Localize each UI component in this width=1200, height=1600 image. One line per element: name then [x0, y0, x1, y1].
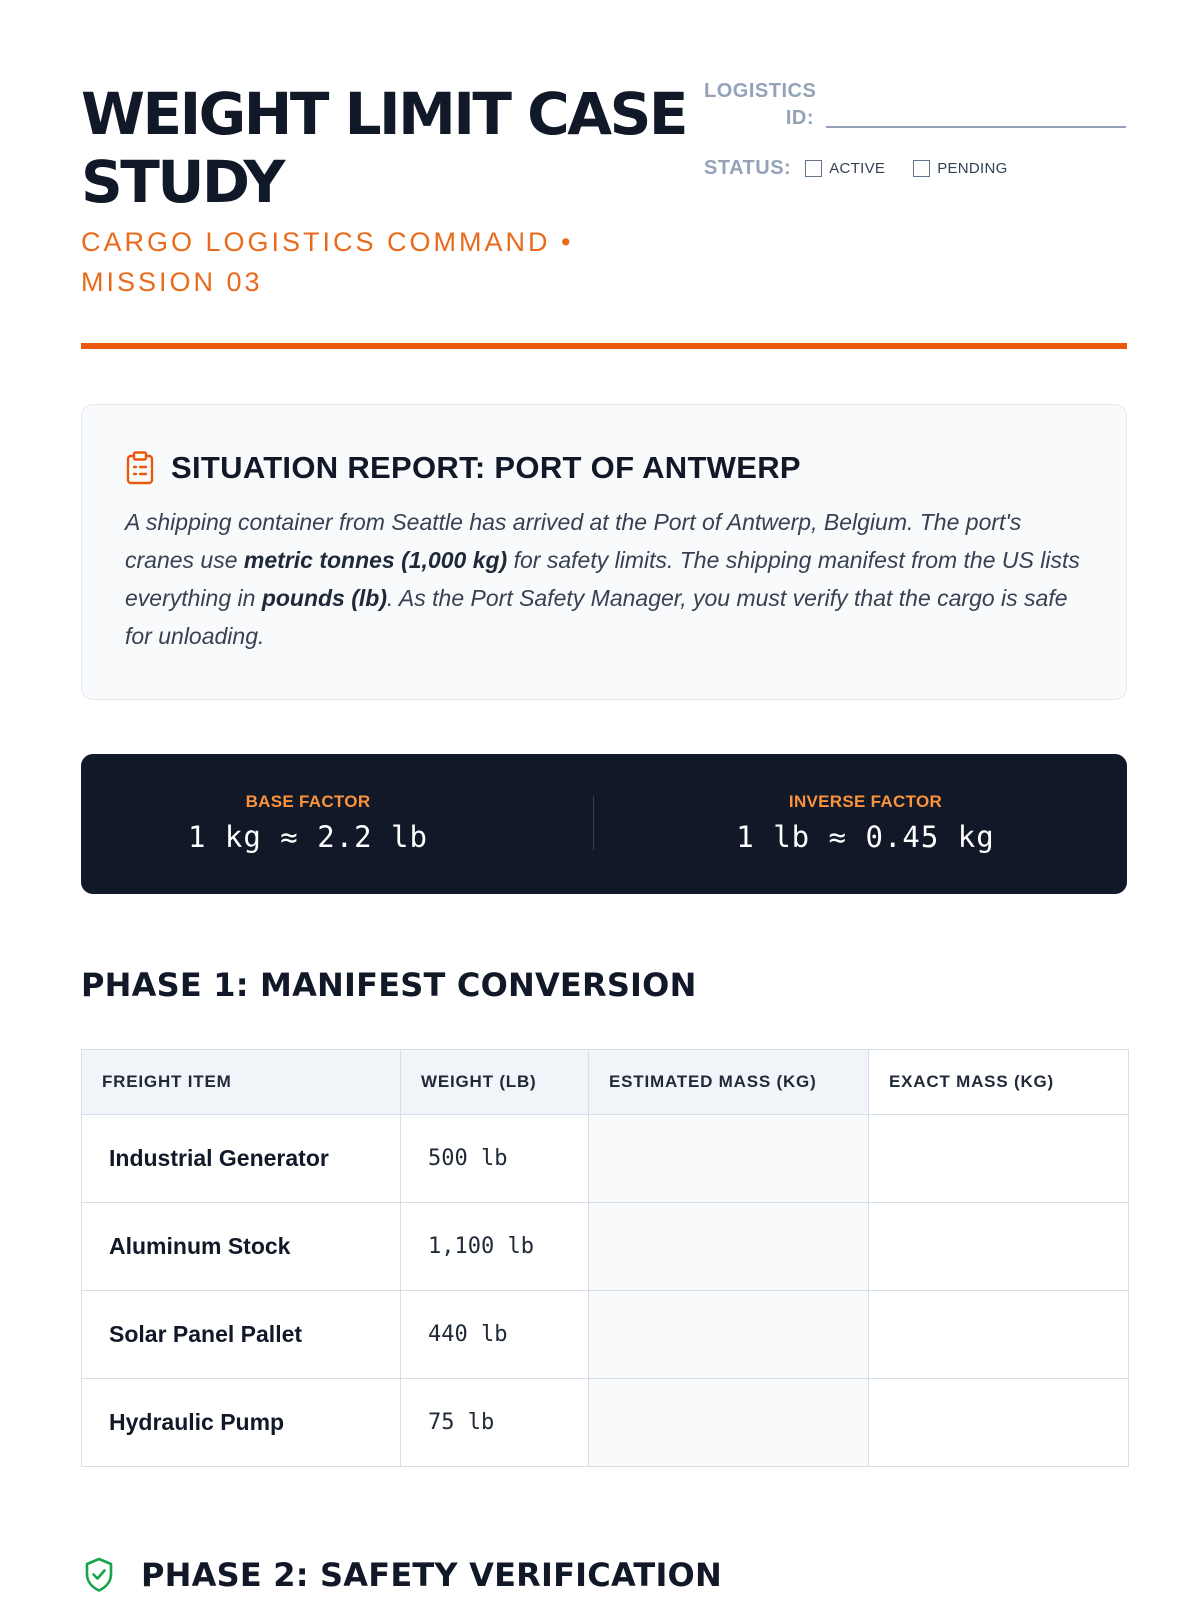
base-factor-value: 1 kg ≈ 2.2 lb: [188, 820, 428, 854]
freight-item-cell: Aluminum Stock: [82, 1203, 401, 1291]
status-row: [704, 154, 1036, 182]
column-header-weight: WEIGHT (LB): [401, 1050, 589, 1115]
situation-report-header: [125, 451, 1084, 485]
logistics-id-field[interactable]: [826, 126, 1126, 128]
table-row: [82, 1203, 1129, 1291]
status-pending-label: PENDING: [937, 159, 1008, 177]
page-title: WEIGHT LIMIT CASE STUDY: [81, 80, 687, 216]
situation-report-card: [81, 404, 1127, 700]
report-text-part: for safety limits. The shipping manifest from the US lists everything in: [125, 547, 1080, 611]
status-pending-checkbox[interactable]: [913, 160, 1007, 177]
phase-2-heading: PHASE 2: SAFETY VERIFICATION: [141, 1556, 722, 1594]
weight-cell: 440 lb: [401, 1291, 589, 1379]
checkbox-box[interactable]: [913, 160, 930, 177]
conversion-factors-bar: [81, 754, 1127, 894]
header-divider: [81, 343, 1127, 349]
freight-item-cell: Solar Panel Pallet: [82, 1291, 401, 1379]
table-row: [82, 1379, 1129, 1467]
report-text-part: A shipping container from Seattle has arrived at the Port of Antwerp, Belgium. The port's cranes use: [125, 509, 1022, 573]
situation-report-text: [125, 503, 1084, 655]
inverse-factor: [604, 754, 1127, 854]
base-factor-label: BASE FACTOR: [245, 792, 371, 811]
column-header-exact-mass: EXACT MASS (KG): [869, 1050, 1129, 1115]
status-label: STATUS:: [704, 156, 792, 179]
estimated-mass-input[interactable]: [589, 1203, 869, 1291]
estimated-mass-input[interactable]: [589, 1115, 869, 1203]
shield-check-icon: [84, 1557, 114, 1593]
manifest-table: [81, 1049, 1129, 1467]
exact-mass-input[interactable]: [869, 1379, 1129, 1467]
report-bold-term: metric tonnes (1,000 kg): [243, 547, 508, 573]
exact-mass-input[interactable]: [869, 1115, 1129, 1203]
phase-1-heading: PHASE 1: MANIFEST CONVERSION: [81, 966, 697, 1004]
table-row: [82, 1291, 1129, 1379]
table-row: [82, 1115, 1129, 1203]
clipboard-icon: [125, 451, 155, 485]
logistics-id-label: LOGISTICS ID:: [704, 80, 817, 129]
weight-cell: 1,100 lb: [401, 1203, 589, 1291]
column-header-estimated-mass: ESTIMATED MASS (KG): [589, 1050, 869, 1115]
freight-item-cell: Industrial Generator: [82, 1115, 401, 1203]
situation-report-title: SITUATION REPORT: PORT OF ANTWERP: [171, 450, 801, 485]
column-header-freight-item: FREIGHT ITEM: [82, 1050, 401, 1115]
page-subtitle: CARGO LOGISTICS COMMAND • MISSION 03: [81, 227, 574, 297]
base-factor: [81, 754, 535, 854]
status-active-label: ACTIVE: [829, 159, 886, 177]
inverse-factor-label: INVERSE FACTOR: [788, 792, 943, 811]
checkbox-box[interactable]: [805, 160, 822, 177]
weight-cell: 500 lb: [401, 1115, 589, 1203]
estimated-mass-input[interactable]: [589, 1291, 869, 1379]
inverse-factor-value: 1 lb ≈ 0.45 kg: [736, 820, 995, 854]
weight-cell: 75 lb: [401, 1379, 589, 1467]
estimated-mass-input[interactable]: [589, 1379, 869, 1467]
exact-mass-input[interactable]: [869, 1203, 1129, 1291]
report-text-part: . As the Port Safety Manager, you must verify that the cargo is safe for unloading.: [125, 585, 1068, 649]
table-header-row: [82, 1050, 1129, 1115]
exact-mass-input[interactable]: [869, 1291, 1129, 1379]
status-active-checkbox[interactable]: [805, 160, 885, 177]
report-bold-term: pounds (lb): [261, 585, 387, 611]
freight-item-cell: Hydraulic Pump: [82, 1379, 401, 1467]
factor-divider: [593, 796, 594, 850]
